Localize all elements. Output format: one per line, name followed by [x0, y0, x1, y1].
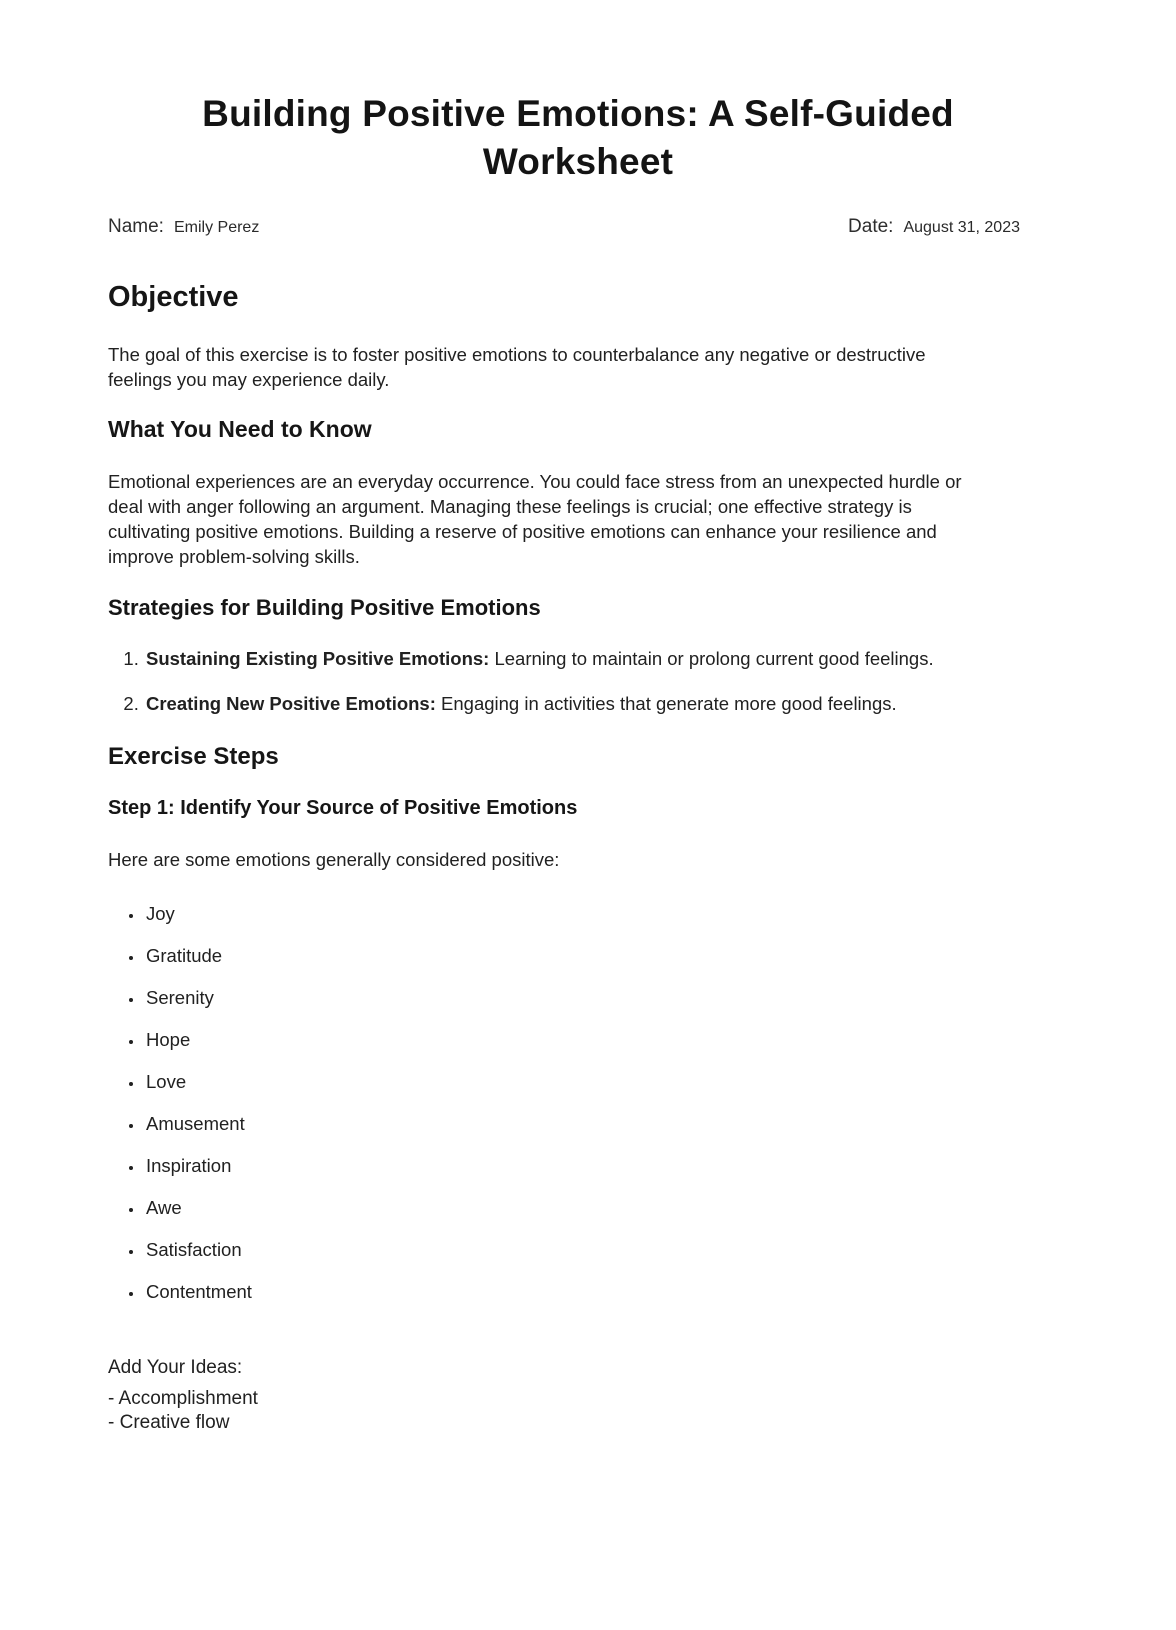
- date-value-input[interactable]: August 31, 2023: [903, 219, 1020, 237]
- emotion-item: • Gratitude: [144, 944, 1024, 968]
- emotion-item: • Contentment: [144, 1280, 1024, 1304]
- objective-heading: Objective: [108, 281, 239, 314]
- date-field: [848, 216, 1020, 238]
- name-value-input[interactable]: Emily Perez: [173, 219, 260, 237]
- emotion-item: • Serenity: [144, 986, 1024, 1010]
- strategy-term: Sustaining Existing Positive Emotions:: [146, 647, 490, 669]
- need-to-know-paragraph: Emotional experiences are an everyday occurrence. You could face stress from an unexpected hurdle or deal with anger following an argument. Managing these feelings is crucial; one effective strategy is cultivating positive emotions. Building a reserve of positive emotions can enhance your resilience and improve problem-solving skills.: [108, 470, 962, 567]
- strategy-item: [144, 691, 1024, 716]
- emotion-item: • Joy: [144, 902, 1024, 926]
- name-field: [108, 216, 259, 238]
- add-ideas-label: Add Your Ideas:: [108, 1357, 243, 1379]
- strategies-heading: Strategies for Building Positive Emotions: [108, 594, 541, 620]
- strategy-item: [144, 646, 1024, 671]
- need-to-know-heading: What You Need to Know: [108, 416, 372, 443]
- step1-heading: Step 1: Identify Your Source of Positive Emotions: [108, 797, 578, 820]
- strategy-term: Creating New Positive Emotions:: [146, 692, 436, 714]
- user-idea-entry[interactable]: - Accomplishment: [108, 1388, 258, 1410]
- emotion-item: • Love: [144, 1070, 1024, 1094]
- strategy-desc: Learning to maintain or prolong current good feelings.: [494, 647, 934, 669]
- date-label: Date:: [848, 216, 894, 238]
- strategies-list: [108, 646, 1024, 716]
- add-ideas-section: [108, 1357, 1048, 1435]
- emotion-item: • Awe: [144, 1196, 1024, 1220]
- strategy-desc: Engaging in activities that generate more good feelings.: [441, 692, 897, 714]
- document-title: Building Positive Emotions: A Self-Guided Worksheet: [202, 93, 954, 183]
- exercise-steps-heading: Exercise Steps: [108, 742, 279, 770]
- emotion-item: • Satisfaction: [144, 1238, 1024, 1262]
- name-date-row: [108, 216, 1020, 238]
- emotions-intro: Here are some emotions generally considered positive:: [108, 849, 560, 871]
- emotion-item: • Inspiration: [144, 1154, 1024, 1178]
- emotions-list: [108, 902, 1024, 1304]
- emotion-item: • Hope: [144, 1028, 1024, 1052]
- user-idea-entry[interactable]: - Creative flow: [108, 1412, 230, 1434]
- objective-paragraph: The goal of this exercise is to foster positive emotions to counterbalance any negative or destructive feelings you may experience daily.: [108, 344, 926, 391]
- emotion-item: • Amusement: [144, 1112, 1024, 1136]
- name-label: Name:: [108, 216, 164, 238]
